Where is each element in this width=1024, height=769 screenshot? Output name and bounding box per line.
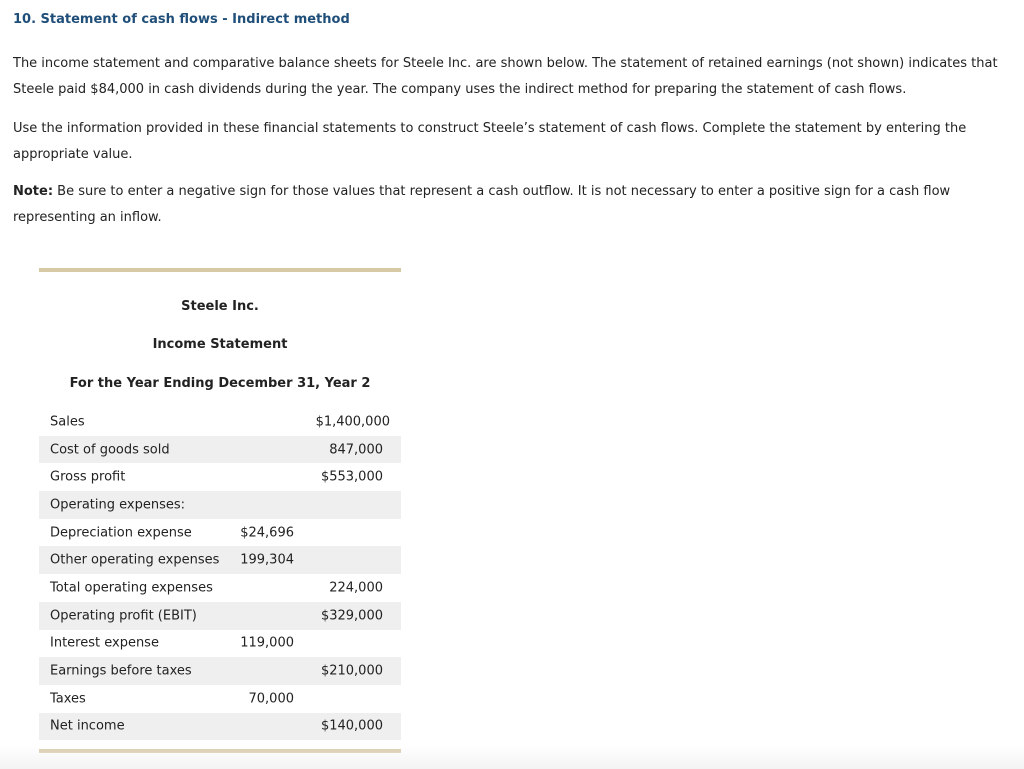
- row-col2: 847,000: [329, 442, 383, 458]
- note-label: Note:: [13, 184, 54, 199]
- intro-paragraph: The income statement and comparative balance sheets for Steele Inc. are shown below. The statement of retained earnings (not shown) indicates that Steele paid $84,000 in cash dividends during the year. The company uses the indirect method for preparing the statement of cash flows.: [13, 56, 998, 97]
- row-col2: $553,000: [320, 469, 383, 485]
- row-col1: 199,304: [240, 552, 294, 568]
- row-col2: $329,000: [320, 608, 383, 624]
- row-label: Gross profit: [50, 469, 126, 485]
- row-col2: $210,000: [320, 663, 383, 679]
- row-label: Net income: [50, 718, 125, 734]
- row-depreciation-expense: [39, 519, 401, 547]
- statement-name: Income Statement: [152, 337, 288, 352]
- instructions-paragraph: Use the information provided in these financial statements to construct Steele’s statement of cash flows. Complete the statement by entering the appropriate value.: [13, 121, 967, 162]
- row-col2: $1,400,000: [315, 414, 390, 430]
- row-taxes: [39, 685, 401, 713]
- row-gross-profit: [39, 463, 401, 491]
- row-label: Operating profit (EBIT): [50, 608, 197, 624]
- row-total-operating-expenses: [39, 574, 401, 602]
- statement-period: For the Year Ending December 31, Year 2: [69, 376, 371, 391]
- question-title: 10. Statement of cash flows - Indirect method: [13, 12, 350, 27]
- row-label: Taxes: [50, 691, 86, 707]
- row-label: Operating expenses:: [50, 497, 186, 513]
- income-statement: [39, 268, 401, 391]
- note-text: Be sure to enter a negative sign for those values that represent a cash outflow. It is not necessary to enter a positive sign for a cash flow representing an inflow.: [13, 184, 951, 225]
- page-bottom-fade: [0, 745, 1024, 769]
- row-label: Total operating expenses: [50, 580, 213, 596]
- statement-company: Steele Inc.: [181, 299, 259, 314]
- row-cost-of-goods-sold: [39, 436, 401, 464]
- statement-top-rule: [39, 268, 401, 272]
- row-label: Depreciation expense: [50, 525, 192, 541]
- note-paragraph: [13, 179, 1013, 231]
- row-sales: [39, 408, 401, 436]
- row-col1: 70,000: [248, 691, 294, 707]
- income-statement-rows: [39, 408, 401, 740]
- row-label: Sales: [50, 414, 85, 430]
- row-operating-profit: [39, 602, 401, 630]
- row-earnings-before-taxes: [39, 657, 401, 685]
- row-col1: $24,696: [240, 525, 294, 541]
- row-interest-expense: [39, 630, 401, 658]
- row-label: Other operating expenses: [50, 552, 220, 568]
- row-label: Cost of goods sold: [50, 442, 170, 458]
- row-other-operating-expenses: [39, 546, 401, 574]
- row-operating-expenses: [39, 491, 401, 519]
- row-col1: 119,000: [240, 635, 294, 651]
- row-col2: 224,000: [329, 580, 383, 596]
- row-label: Interest expense: [50, 635, 159, 651]
- row-net-income: [39, 713, 401, 741]
- row-col2: $140,000: [320, 718, 383, 734]
- row-label: Earnings before taxes: [50, 663, 192, 679]
